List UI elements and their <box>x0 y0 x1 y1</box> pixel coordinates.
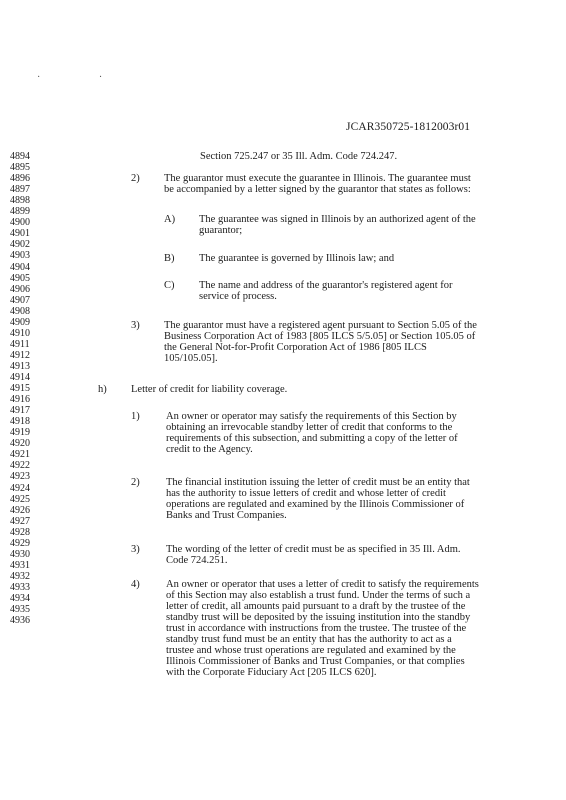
line-number: 4919 <box>10 427 30 439</box>
line-number: 4898 <box>10 195 30 207</box>
sub-c-line: service of process. <box>199 291 277 302</box>
line-number: 4902 <box>10 239 30 251</box>
line-number: 4933 <box>10 581 30 593</box>
sub-a-line: The guarantee was signed in Illinois by an authorized agent of the <box>199 214 476 225</box>
line-number: 4899 <box>10 206 30 218</box>
h2-label: 2) <box>131 477 140 488</box>
line-number: 4920 <box>10 438 30 450</box>
line-number: 4908 <box>10 305 30 317</box>
sub-c-line: The name and address of the guarantor's registered agent for <box>199 280 453 291</box>
h4-line: standby trust fund must be an entity that has the authority to act as a <box>166 634 452 645</box>
h4-line: trust in accordance with instructions from the trustee. The trustee of the <box>166 623 467 634</box>
item-3-line: Business Corporation Act of 1983 [805 ILCS 5/5.05] or Section 105.05 of <box>164 331 476 342</box>
line-number: 4900 <box>10 217 30 229</box>
item-2-line: The guarantor must execute the guarantee in Illinois. The guarantee must <box>164 173 471 184</box>
h1-line: obtaining an irrevocable standby letter of credit that conforms to the <box>166 422 453 433</box>
line-number: 4935 <box>10 604 30 616</box>
item-2-line: be accompanied by a letter signed by the guarantor that states as follows: <box>164 184 471 195</box>
sub-b-line: The guarantee is governed by Illinois law; and <box>199 253 395 264</box>
h1-label: 1) <box>131 411 140 422</box>
line-number: 4905 <box>10 272 30 284</box>
line-number: 4923 <box>10 471 30 483</box>
h4-label: 4) <box>131 579 140 590</box>
h1-line: requirements of this subsection, and submitting a copy of the letter of <box>166 433 458 444</box>
line-number: 4911 <box>10 338 30 350</box>
line-number: 4901 <box>10 228 30 240</box>
line-number: 4922 <box>10 460 30 472</box>
h4-line: letter of credit, all amounts paid pursuant to a draft by the trustee of the <box>166 601 466 612</box>
h2-line: operations are regulated and examined by the Illinois Commissioner of <box>166 499 465 510</box>
section-h-title: Letter of credit for liability coverage. <box>131 384 288 395</box>
line-number: 4904 <box>10 261 30 273</box>
scan-marks: · · <box>37 72 131 83</box>
h4-line: An owner or operator that uses a letter of credit to satisfy the requirements <box>166 579 479 590</box>
item-3-line: the General Not-for-Profit Corporation Act of 1986 [805 ILCS <box>164 342 427 353</box>
h1-line: credit to the Agency. <box>166 444 253 455</box>
item-3-line: 105/105.05]. <box>164 353 218 364</box>
line-number: 4894 <box>10 151 30 162</box>
line-number: 4921 <box>10 449 30 461</box>
h3-line: The wording of the letter of credit must be as specified in 35 Ill. Adm. <box>166 544 461 555</box>
line-number: 4927 <box>10 515 30 527</box>
line-number: 4930 <box>10 548 30 560</box>
line-number: 4928 <box>10 526 30 538</box>
item-3-line: The guarantor must have a registered agent pursuant to Section 5.05 of the <box>164 320 477 331</box>
document-id: JCAR350725-1812003r01 <box>346 121 471 133</box>
line-number: 4934 <box>10 593 30 604</box>
h2-line: The financial institution issuing the letter of credit must be an entity that <box>166 477 470 488</box>
h4-line: standby trust will be deposited by the issuing institution into the standby <box>166 612 471 623</box>
line-number: 4903 <box>10 250 30 262</box>
line-number: 4906 <box>10 283 30 295</box>
line-number: 4936 <box>10 615 30 627</box>
continuation-line: Section 725.247 or 35 Ill. Adm. Code 724.247. <box>200 151 398 162</box>
line-number: 4926 <box>10 504 30 516</box>
line-number: 4912 <box>10 349 30 361</box>
h4-line: with the Corporate Fiduciary Act [205 ILCS 620]. <box>166 667 377 678</box>
h3-line: Code 724.251. <box>166 555 228 566</box>
sub-a-line: guarantor; <box>199 225 243 236</box>
line-number: 4914 <box>10 372 30 383</box>
line-number: 4916 <box>10 394 30 406</box>
h1-line: An owner or operator may satisfy the requirements of this Section by <box>166 411 457 422</box>
h2-line: has the authority to issue letters of credit and whose letter of credit <box>166 488 446 499</box>
h4-line: Illinois Commissioner of Banks and Trust Companies, or that complies <box>166 656 465 667</box>
line-number: 4932 <box>10 570 30 582</box>
line-number: 4918 <box>10 416 30 428</box>
sub-a-label: A) <box>164 214 176 225</box>
line-number: 4897 <box>10 184 30 196</box>
h4-line: of this Section may also establish a trust fund. Under the terms of such a <box>166 590 471 601</box>
sub-b-label: B) <box>164 253 175 264</box>
line-number: 4896 <box>10 173 30 185</box>
line-number: 4913 <box>10 360 30 372</box>
section-h-label: h) <box>98 384 107 395</box>
h2-line: Banks and Trust Companies. <box>166 510 287 521</box>
line-number: 4915 <box>10 383 30 395</box>
line-number: 4924 <box>10 482 30 494</box>
h3-label: 3) <box>131 544 140 555</box>
sub-c-label: C) <box>164 280 175 291</box>
line-number: 4910 <box>10 327 30 339</box>
h4-line: trustee and whose trust operations are regulated and examined by the <box>166 645 456 656</box>
line-number: 4931 <box>10 559 30 571</box>
line-number: 4929 <box>10 537 30 549</box>
line-number: 4895 <box>10 162 30 174</box>
item-2-label: 2) <box>131 173 140 184</box>
line-number: 4909 <box>10 316 30 328</box>
item-3-label: 3) <box>131 320 140 331</box>
line-number: 4917 <box>10 405 30 417</box>
line-number: 4925 <box>10 493 30 505</box>
line-number: 4907 <box>10 294 30 306</box>
